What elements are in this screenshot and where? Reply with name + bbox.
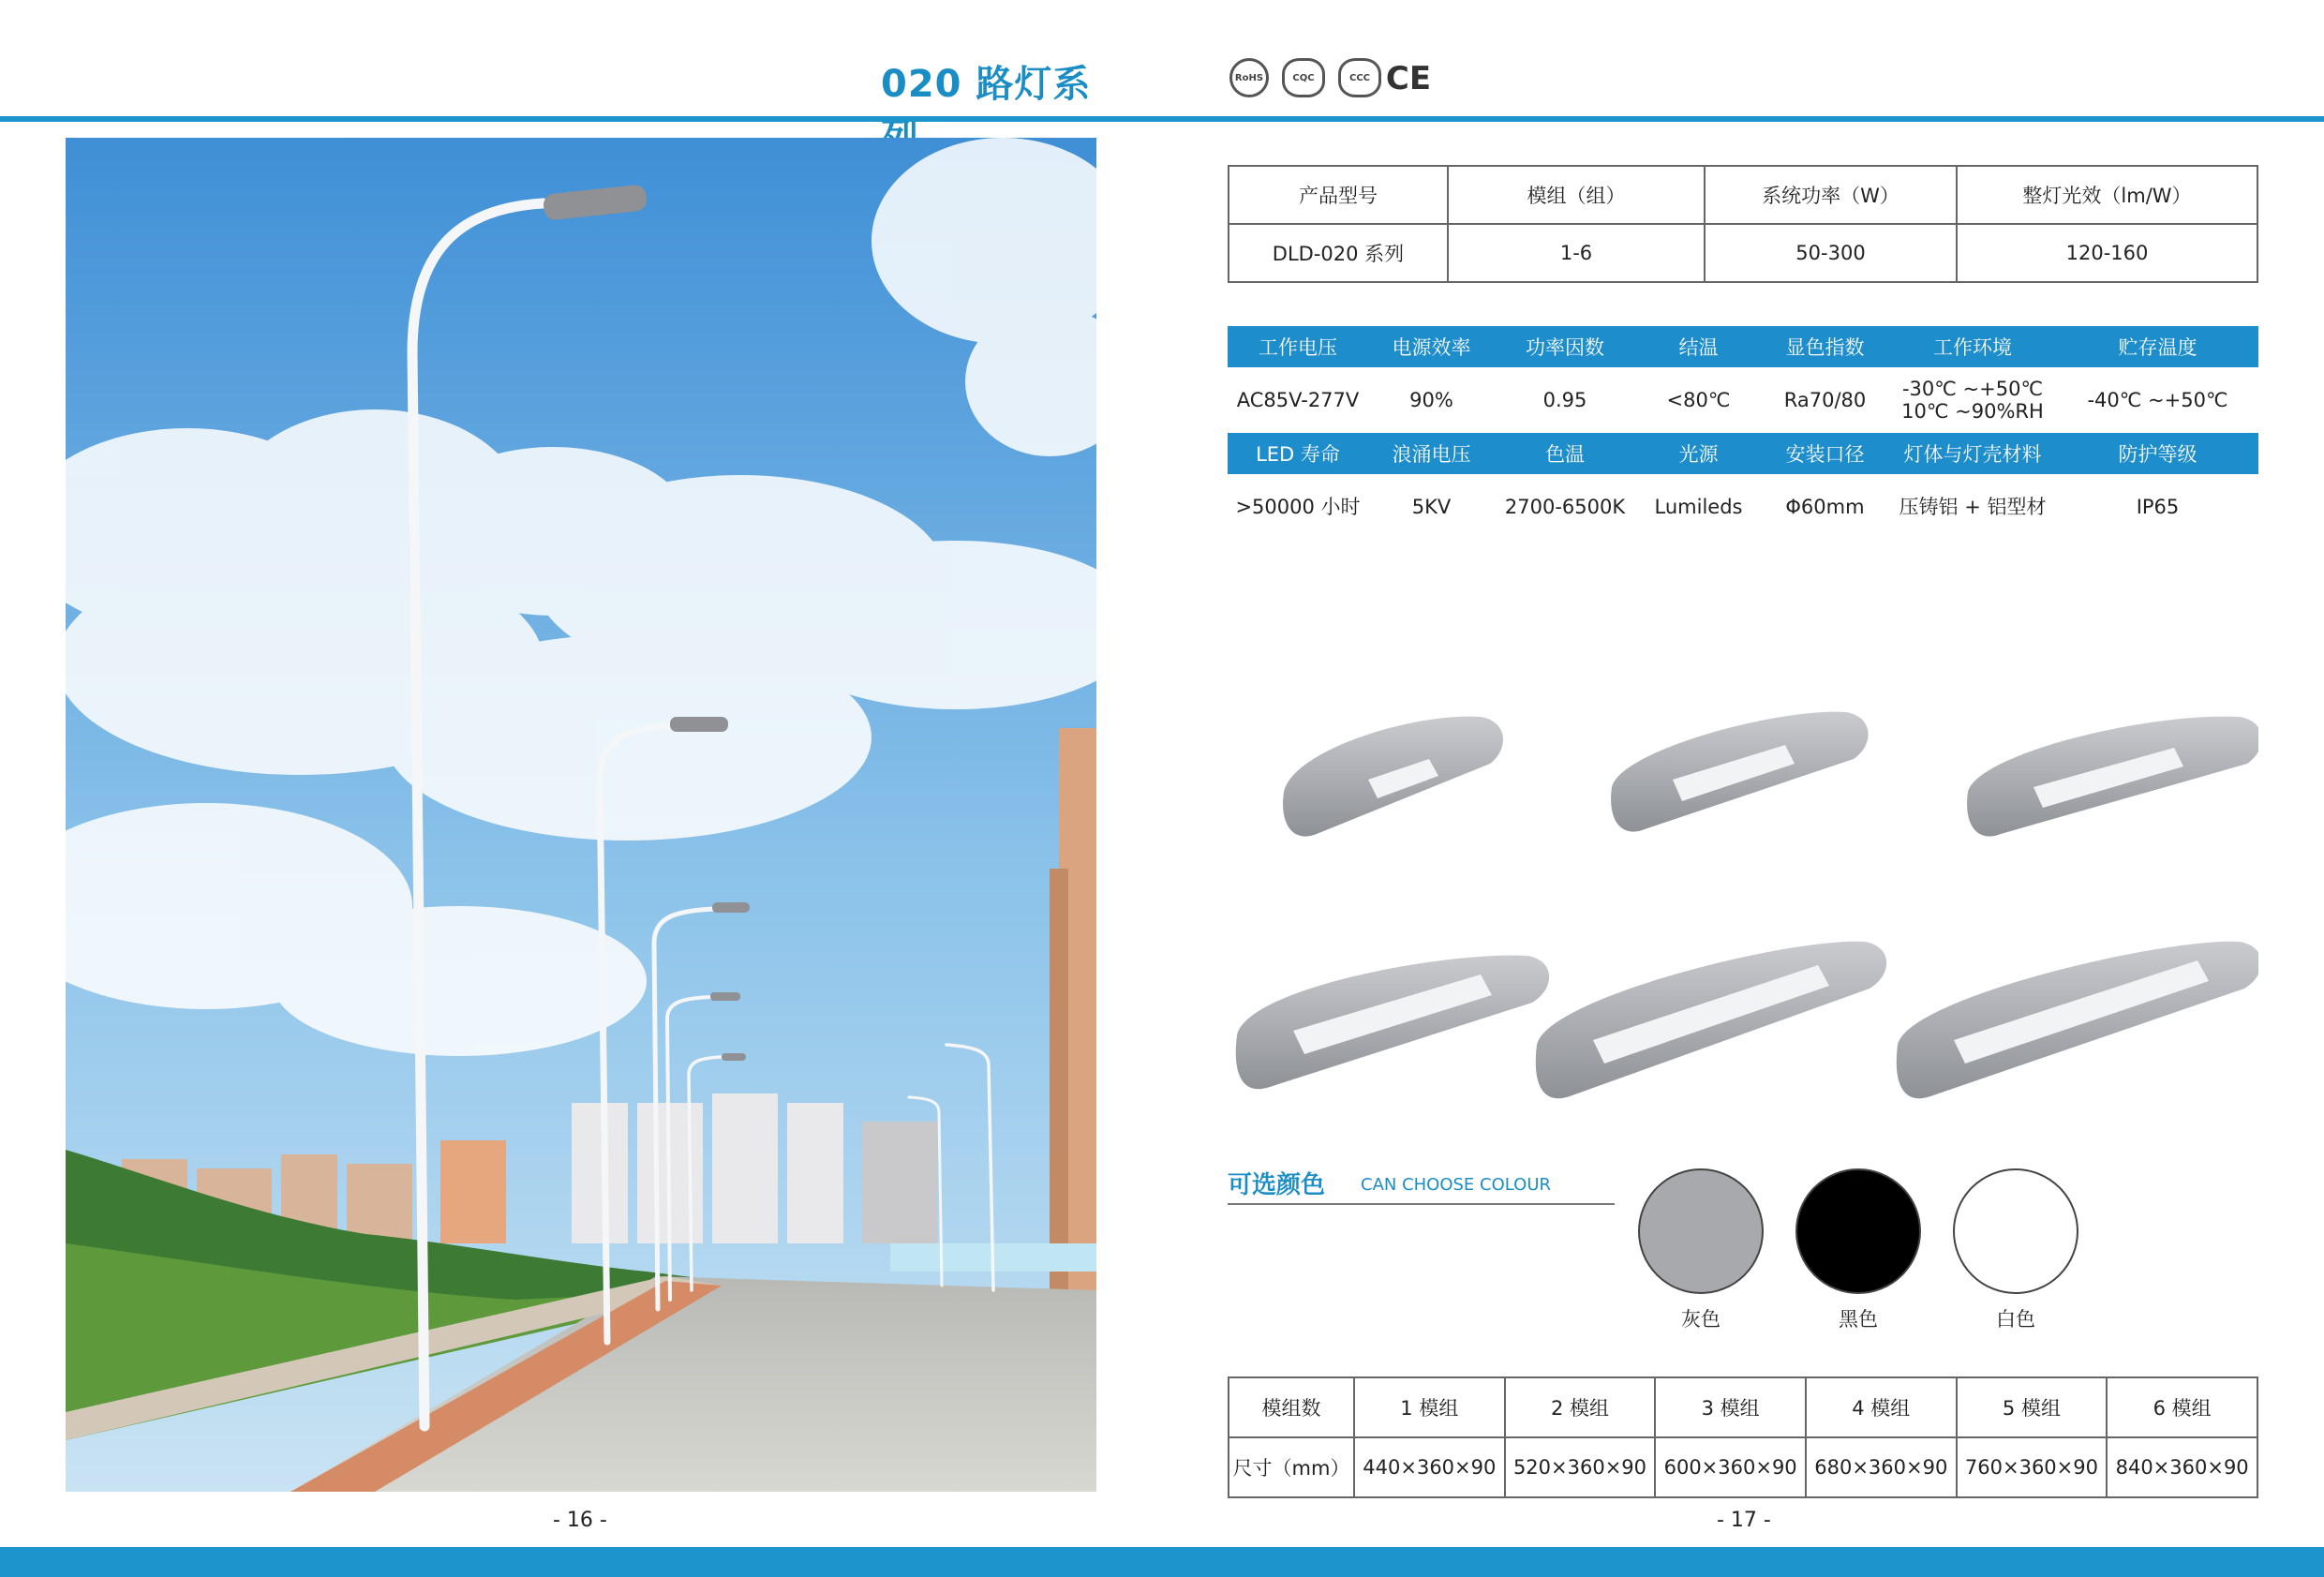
spec-value-row bbox=[1228, 367, 2258, 433]
table-cell: 520×360×90 bbox=[1505, 1437, 1656, 1497]
spec-value-cell bbox=[1888, 367, 2057, 433]
spec-header-row bbox=[1228, 433, 2258, 474]
black-swatch-label: 黑色 bbox=[1839, 1308, 1878, 1331]
product-images bbox=[1228, 693, 2258, 1106]
spec-header-cell: LED 寿命 bbox=[1228, 433, 1368, 474]
right-page-number: - 17 - bbox=[1717, 1509, 1771, 1532]
table-cell: 600×360×90 bbox=[1655, 1437, 1806, 1497]
table-header-cell: 系统功率（W） bbox=[1705, 166, 1957, 224]
spec-header-cell: 浪涌电压 bbox=[1368, 433, 1495, 474]
size-table bbox=[1228, 1376, 2258, 1498]
lamp-1-module bbox=[1283, 717, 1503, 837]
spec-value-cell: -40℃ ~+50℃ bbox=[2087, 389, 2228, 411]
table-header-cell: 2 模组 bbox=[1505, 1377, 1656, 1437]
table-cell: 440×360×90 bbox=[1354, 1437, 1505, 1497]
spec-header-cell: 显色指数 bbox=[1762, 326, 1888, 367]
table-header-cell: 1 模组 bbox=[1354, 1377, 1505, 1437]
spec-value-cell: AC85V-277V bbox=[1236, 389, 1360, 411]
spec-value-cell: IP65 bbox=[2136, 496, 2180, 518]
model-table-header-row bbox=[1229, 166, 2257, 224]
spec-header-cell: 防护等级 bbox=[2057, 433, 2258, 474]
table-cell: 840×360×90 bbox=[2107, 1437, 2257, 1497]
table-header-cell: 3 模组 bbox=[1655, 1377, 1806, 1437]
table-cell: 50-300 bbox=[1705, 224, 1957, 282]
cqc-cert-icon: CQC bbox=[1282, 58, 1325, 97]
black-swatch bbox=[1795, 1168, 1921, 1294]
spec-header-cell: 灯体与灯壳材料 bbox=[1888, 433, 2057, 474]
spec-value-cell: 90% bbox=[1409, 389, 1453, 411]
model-table-value-row bbox=[1229, 224, 2257, 282]
spec-header-cell: 光源 bbox=[1635, 433, 1762, 474]
table-header-cell: 5 模组 bbox=[1957, 1377, 2108, 1437]
spec-header-cell: 工作环境 bbox=[1888, 326, 2057, 367]
white-swatch bbox=[1953, 1168, 2078, 1294]
ccc-cert-icon: CCC bbox=[1338, 58, 1381, 97]
spec-header-cell: 工作电压 bbox=[1228, 326, 1368, 367]
table-cell: DLD-020 系列 bbox=[1229, 224, 1448, 282]
table-cell: 680×360×90 bbox=[1806, 1437, 1957, 1497]
size-table-header-row bbox=[1229, 1377, 2257, 1437]
table-cell: 1-6 bbox=[1448, 224, 1705, 282]
lamp-2-module bbox=[1611, 712, 1869, 832]
spec-table bbox=[1228, 326, 2258, 540]
colour-section-title: 可选颜色 bbox=[1228, 1171, 1326, 1199]
lamp-4-module bbox=[1236, 956, 1549, 1090]
rohs-cert-icon: RoHS bbox=[1229, 58, 1269, 97]
table-cell: 120-160 bbox=[1957, 224, 2257, 282]
table-header-cell: 模组数 bbox=[1229, 1377, 1354, 1437]
footer-bar bbox=[0, 1547, 2324, 1577]
spec-header-cell: 电源效率 bbox=[1368, 326, 1495, 367]
left-page-number: - 16 - bbox=[553, 1509, 607, 1532]
lamp-3-module bbox=[1967, 717, 2258, 837]
gray-swatch bbox=[1638, 1168, 1764, 1294]
table-header-cell: 4 模组 bbox=[1806, 1377, 1957, 1437]
spec-header-cell: 贮存温度 bbox=[2057, 326, 2258, 367]
spec-value-cell: 5KV bbox=[1411, 496, 1452, 518]
spec-header-cell: 色温 bbox=[1495, 433, 1635, 474]
spec-value-cell: <80℃ bbox=[1666, 389, 1731, 411]
table-cell: 760×360×90 bbox=[1957, 1437, 2108, 1497]
table-header-cell: 产品型号 bbox=[1229, 166, 1448, 224]
page-title: 020 路灯系 bbox=[881, 63, 1092, 106]
table-cell: 尺寸（mm） bbox=[1229, 1437, 1354, 1497]
spec-value-cell: Φ60mm bbox=[1785, 496, 1865, 518]
spec-header-cell: 结温 bbox=[1635, 326, 1762, 367]
spec-header-row bbox=[1228, 326, 2258, 367]
ce-cert-icon: CE bbox=[1385, 60, 1432, 97]
street-light-photo bbox=[66, 138, 1096, 1492]
spec-value-cell: >50000 小时 bbox=[1235, 496, 1361, 518]
model-table bbox=[1228, 165, 2258, 283]
header-divider bbox=[0, 116, 2324, 122]
spec-value-cell: Ra70/80 bbox=[1783, 389, 1867, 411]
spec-header-cell: 功率因数 bbox=[1495, 326, 1635, 367]
spec-header-cell: 安装口径 bbox=[1762, 433, 1888, 474]
spec-value-cell: 2700-6500K bbox=[1504, 496, 1626, 518]
spec-value-row bbox=[1228, 474, 2258, 540]
size-table-value-row bbox=[1229, 1437, 2257, 1497]
colour-section-divider bbox=[1228, 1203, 1615, 1205]
env-humidity-line: 10℃ ~90%RH bbox=[1901, 400, 2044, 423]
spec-value-cell: Lumileds bbox=[1654, 496, 1743, 518]
colour-section-subtitle: CAN CHOOSE COLOUR bbox=[1361, 1175, 1552, 1195]
table-header-cell: 6 模组 bbox=[2107, 1377, 2257, 1437]
table-header-cell: 整灯光效（lm/W） bbox=[1957, 166, 2257, 224]
table-header-cell: 模组（组） bbox=[1448, 166, 1705, 224]
env-temp-line: -30℃ ~+50℃ bbox=[1901, 378, 2044, 400]
white-swatch-label: 白色 bbox=[1996, 1308, 2035, 1331]
spec-value-cell: 0.95 bbox=[1542, 389, 1587, 411]
lamp-5-module bbox=[1536, 942, 1886, 1098]
spec-value-cell: 压铸铝 + 铝型材 bbox=[1899, 496, 2047, 518]
gray-swatch-label: 灰色 bbox=[1681, 1308, 1721, 1331]
lamp-6-module bbox=[1897, 942, 2258, 1098]
